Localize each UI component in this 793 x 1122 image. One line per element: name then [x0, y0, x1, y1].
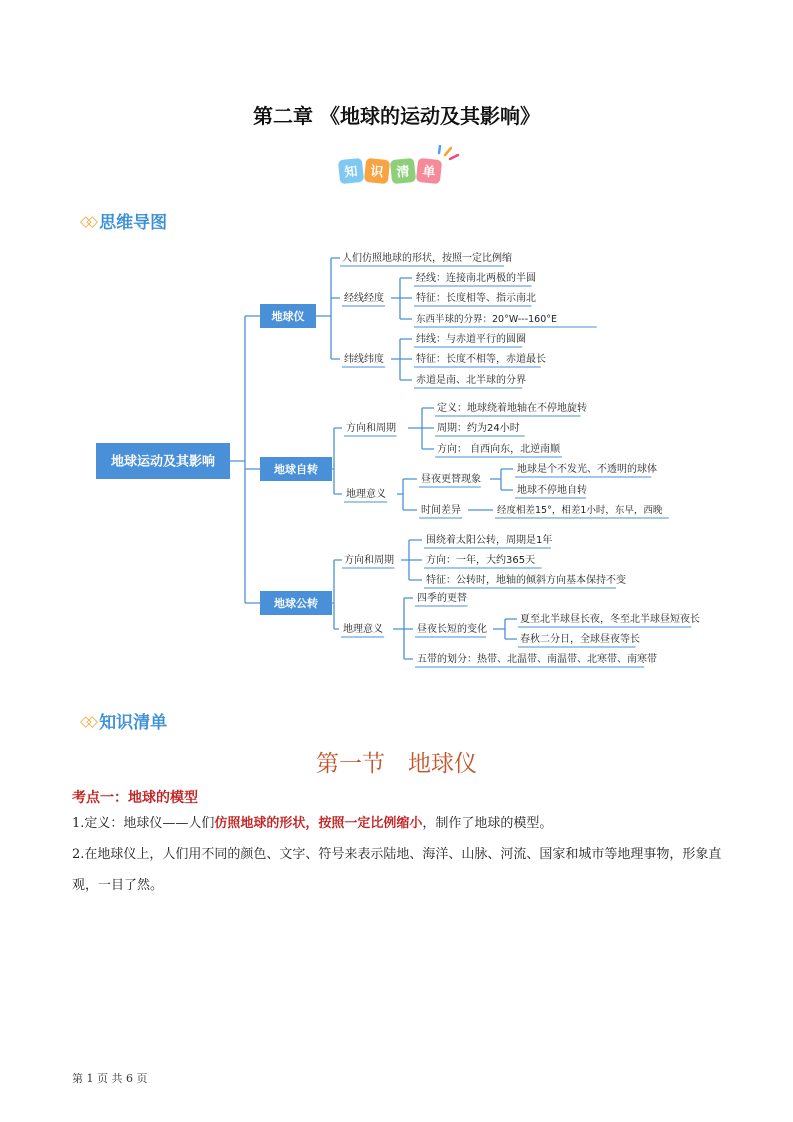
badge-tile [390, 158, 416, 184]
daynight-item [515, 462, 657, 477]
parallel-item [414, 332, 526, 347]
branch-rotation [260, 457, 332, 481]
key-point-title: 考点一：地球的模型 [72, 790, 198, 806]
mind-map [90, 240, 700, 670]
badge-tile [416, 158, 442, 184]
rotation-direction-item [435, 421, 525, 436]
badge-char: 单 [421, 164, 437, 181]
daylength-item [518, 612, 700, 627]
daynight-group [419, 472, 481, 487]
svg-text:时间差异: 时间差异 [421, 505, 461, 516]
svg-text:五带的划分：热带、北温带、南温带、北寒带、南寒带: 五带的划分：热带、北温带、南温带、北寒带、南寒带 [417, 654, 657, 665]
meridian-item [414, 291, 536, 306]
svg-text:经线：连接南北两极的半圆: 经线：连接南北两极的半圆 [416, 273, 536, 284]
paragraph-definition [72, 808, 732, 839]
paragraph-text: 1.定义：地球仪——人们 [72, 816, 215, 831]
double-chevron-icon: ◇◇ [80, 711, 94, 730]
paragraph-text: ，制作了地球的模型。 [422, 816, 553, 831]
rotation-direction-group [344, 421, 397, 436]
seasons-item [415, 591, 468, 606]
svg-text:特征：长度相等、指示南北: 特征：长度相等、指示南北 [416, 293, 536, 304]
badge-tile [364, 158, 390, 184]
checklist-heading-text: 知识清单 [99, 713, 168, 733]
svg-text:昼夜更替现象: 昼夜更替现象 [421, 474, 481, 485]
svg-text:人们仿照地球的形状，按照一定比例缩: 人们仿照地球的形状，按照一定比例缩 [342, 253, 512, 264]
meridian-item [414, 271, 536, 286]
svg-text:地球仪: 地球仪 [271, 309, 305, 323]
parallel-item [414, 373, 526, 388]
svg-text:四季的更替: 四季的更替 [417, 593, 467, 604]
daynight-item [515, 483, 587, 498]
badge-char: 识 [369, 164, 385, 181]
svg-text:地理意义: 地理意义 [343, 624, 383, 635]
svg-text:春秋二分日，全球昼夜等长: 春秋二分日，全球昼夜等长 [520, 634, 640, 645]
rotation-direction-item [435, 401, 587, 416]
svg-text:地球自转: 地球自转 [274, 462, 318, 476]
branch-globe [260, 304, 316, 328]
revolution-direction-group [342, 553, 395, 568]
revolution-direction-item [424, 573, 626, 588]
timediff-item [495, 504, 669, 518]
svg-text:周期：约为24小时: 周期：约为24小时 [437, 423, 520, 434]
parallel-item [414, 352, 546, 367]
section-title: 第一节 地球仪 [316, 751, 477, 777]
revolution-direction-item [424, 553, 542, 568]
checklist-heading [80, 708, 167, 733]
mindmap-heading-text: 思维导图 [99, 213, 168, 233]
revolution-direction-item [424, 533, 552, 548]
svg-text:昼夜长短的变化: 昼夜长短的变化 [417, 624, 487, 635]
svg-text:地理意义: 地理意义 [346, 489, 386, 500]
meridian-item [414, 313, 597, 327]
daylength-group [415, 622, 487, 637]
svg-text:地球公转: 地球公转 [274, 596, 318, 610]
rotation-meaning-group [344, 487, 387, 502]
zones-item [415, 652, 657, 667]
meridian-group [342, 291, 385, 306]
svg-text:方向和周期: 方向和周期 [344, 555, 394, 566]
timediff-group [419, 503, 462, 518]
badge-char: 清 [395, 164, 411, 181]
page-footer: 第 1 页 共 6 页 [72, 1072, 148, 1085]
svg-text:东西半球的分界：20°W---160°E: 东西半球的分界：20°W---160°E [416, 314, 558, 325]
mindmap-root [96, 443, 230, 479]
mindmap-heading [80, 208, 167, 233]
svg-text:纬线纬度: 纬线纬度 [344, 354, 384, 365]
document-title: 第二章 《地球的运动及其影响》 [253, 104, 540, 128]
globe-definition [340, 251, 512, 266]
svg-text:地球是个不发光、不透明的球体: 地球是个不发光、不透明的球体 [517, 464, 657, 475]
parallel-group [342, 352, 385, 367]
svg-text:定义：地球绕着地轴在不停地旋转: 定义：地球绕着地轴在不停地旋转 [437, 403, 587, 414]
svg-text:方向和周期: 方向和周期 [346, 423, 396, 434]
svg-text:经度相差15°，相差1小时，东早，西晚: 经度相差15°，相差1小时，东早，西晚 [497, 505, 663, 516]
svg-text:赤道是南、北半球的分界: 赤道是南、北半球的分界 [416, 375, 526, 386]
daylength-item [518, 632, 640, 647]
svg-text:地球运动及其影响: 地球运动及其影响 [110, 454, 216, 470]
knowledge-list-badge [333, 145, 463, 191]
svg-text:围绕着太阳公转，周期是1年: 围绕着太阳公转，周期是1年 [426, 535, 553, 546]
svg-text:特征：长度不相等，赤道最长: 特征：长度不相等，赤道最长 [416, 354, 546, 365]
badge-sparkle-icon [439, 146, 458, 159]
double-chevron-icon: ◇◇ [80, 211, 94, 230]
svg-text:方向：一年，大约365天: 方向：一年，大约365天 [426, 555, 536, 566]
highlighted-text: 仿照地球的形状，按照一定比例缩小 [214, 816, 423, 831]
revolution-meaning-group [341, 622, 384, 637]
paragraph-globe-symbols: 2.在地球仪上，人们用不同的颜色、文字、符号来表示陆地、海洋、山脉、河流、国家和城市等地理事物，形象直观，一目了然。 [72, 847, 722, 893]
svg-text:方向： 自西向东，北逆南顺: 方向： 自西向东，北逆南顺 [437, 444, 561, 455]
branch-revolution [260, 591, 332, 615]
svg-text:纬线：与赤道平行的圆圈: 纬线：与赤道平行的圆圈 [416, 334, 526, 345]
svg-text:特征：公转时，地轴的倾斜方向基本保持不变: 特征：公转时，地轴的倾斜方向基本保持不变 [426, 575, 626, 586]
svg-text:夏至北半球昼长夜，冬至北半球昼短夜长: 夏至北半球昼长夜，冬至北半球昼短夜长 [520, 614, 700, 625]
svg-text:经线经度: 经线经度 [344, 293, 384, 304]
badge-tile [338, 158, 364, 184]
svg-text:地球不停地自转: 地球不停地自转 [517, 485, 587, 496]
badge-char: 知 [343, 164, 359, 181]
rotation-direction-item [435, 442, 562, 457]
